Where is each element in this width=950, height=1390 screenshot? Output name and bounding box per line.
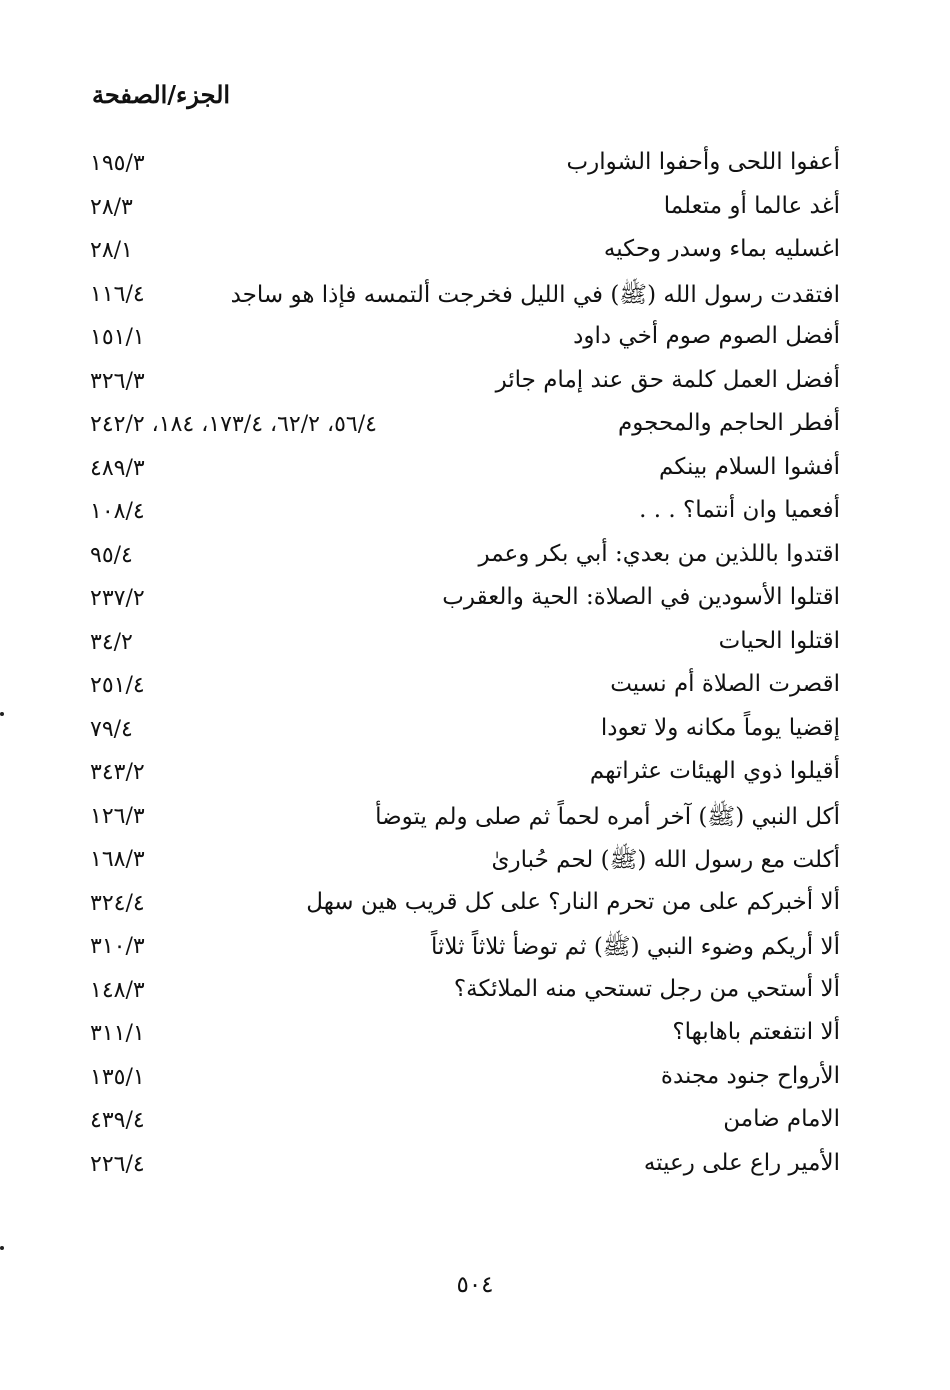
- volume-page-reference: ٥٦/٤، ٦٢/٢، ١٧٣/٤، ١٨٤، ٢٤٢/٢: [90, 412, 377, 437]
- index-entry: [90, 970, 840, 1014]
- hadith-text: ألا انتفعتم باهابها؟: [672, 1019, 840, 1045]
- volume-page-reference: ٧٩/٤: [90, 716, 133, 742]
- hadith-text: اقتلوا الحيات: [718, 627, 840, 654]
- index-entry: [90, 752, 840, 796]
- index-entry: [90, 274, 840, 318]
- volume-page-reference: ٣١١/١: [90, 1021, 145, 1046]
- hadith-text: اقصرت الصلاة أم نسيت: [610, 671, 840, 697]
- hadith-text: الأمير راع على رعيته: [643, 1149, 840, 1176]
- hadith-text: أفضل العمل كلمة حق عند إمام جائر: [495, 366, 840, 393]
- volume-page-reference: ١١٦/٤: [90, 281, 145, 307]
- volume-page-reference: ٣٤٣/٢: [90, 760, 145, 785]
- hadith-text: أعفوا اللحى وأحفوا الشوارب: [566, 149, 840, 175]
- margin-mark: [0, 712, 4, 716]
- volume-page-reference: ١٦٨/٣: [90, 847, 145, 872]
- volume-page-reference: ١٠٨/٤: [90, 499, 145, 524]
- index-entry: [90, 404, 840, 448]
- volume-page-reference: ١٩٥/٣: [90, 151, 145, 176]
- index-entry: [90, 317, 840, 361]
- volume-page-reference: ١٢٦/٣: [90, 803, 145, 829]
- volume-page-reference: ٢٨/٣: [90, 194, 133, 220]
- index-entry: [90, 491, 840, 535]
- volume-page-reference: ١٤٨/٣: [90, 977, 145, 1003]
- hadith-text: إقضيا يوماً مكانه ولا تعودا: [600, 714, 840, 741]
- hadith-text: أفشوا السلام بينكم: [659, 453, 840, 480]
- index-entry: [90, 535, 840, 579]
- volume-page-reference: ٢٣٧/٢: [90, 586, 145, 611]
- volume-page-reference: ٩٥/٤: [90, 542, 133, 568]
- index-entry: [90, 926, 840, 970]
- index-entry: [90, 1100, 840, 1144]
- hadith-text: أكل النبي (ﷺ) آخر أمره لحماً ثم صلى ولم يتوضأ: [375, 803, 840, 830]
- hadith-index-list: [90, 143, 840, 1187]
- index-entry: [90, 665, 840, 709]
- volume-page-reference: ٤٨٩/٣: [90, 455, 145, 481]
- index-entry: [90, 1057, 840, 1101]
- index-entry: [90, 1144, 840, 1188]
- hadith-text: اقتدوا باللذين من بعدي: أبي بكر وعمر: [478, 540, 840, 567]
- hadith-text: ألا أستحي من رجل تستحي منه الملائكة؟: [453, 975, 840, 1002]
- index-entry: [90, 187, 840, 231]
- hadith-text: أقيلوا ذوي الهيئات عثراتهم: [589, 758, 840, 784]
- volume-page-reference: ٣١٠/٣: [90, 934, 145, 959]
- volume-page-reference: ٤٣٩/٤: [90, 1108, 145, 1133]
- hadith-text: ألا أخبركم على من تحرم النار؟ على كل قريب هين سهل: [306, 888, 840, 915]
- hadith-text: اغسليه بماء وسدر وحكيه: [603, 236, 840, 262]
- hadith-text: أفضل الصوم صوم أخي داود: [573, 323, 840, 349]
- volume-page-reference: ١٣٥/١: [90, 1064, 145, 1090]
- hadith-text: الامام ضامن: [723, 1106, 840, 1132]
- volume-page-reference: ٢٥١/٤: [90, 673, 145, 698]
- hadith-text: ألا أريكم وضوء النبي (ﷺ) ثم توضأ ثلاثاً ثلاثاً: [430, 934, 840, 960]
- index-entry: [90, 578, 840, 622]
- index-entry: [90, 1013, 840, 1057]
- volume-page-reference: ٣٢٤/٤: [90, 890, 145, 916]
- hadith-text: أفطر الحاجم والمحجوم: [618, 410, 840, 436]
- index-entry: [90, 361, 840, 405]
- index-entry: [90, 839, 840, 883]
- index-entry: [90, 143, 840, 187]
- hadith-text: اقتلوا الأسودين في الصلاة: الحية والعقرب: [442, 584, 840, 610]
- column-header: الجزء/الصفحة: [92, 80, 231, 109]
- hadith-text: افتقدت رسول الله (ﷺ) في الليل فخرجت ألتمسه فإذا هو ساجد: [230, 281, 840, 308]
- volume-page-reference: ٣٢٦/٣: [90, 368, 145, 394]
- volume-page-reference: ٣٤/٢: [90, 629, 133, 655]
- index-entry: [90, 622, 840, 666]
- volume-page-reference: ٢٢٦/٤: [90, 1151, 145, 1177]
- hadith-text: أغد عالما أو متعلما: [663, 192, 840, 219]
- margin-mark: [0, 1246, 4, 1250]
- hadith-text: أفعميا وان أنتما؟ . . .: [639, 497, 840, 523]
- index-entry: [90, 448, 840, 492]
- page-number: ٥٠٤: [456, 1272, 494, 1298]
- hadith-text: الأرواح جنود مجندة: [660, 1062, 840, 1089]
- index-entry: [90, 796, 840, 840]
- index-entry: [90, 709, 840, 753]
- hadith-text: أكلت مع رسول الله (ﷺ) لحم حُبارىٰ: [491, 847, 840, 873]
- volume-page-reference: ١٥١/١: [90, 325, 145, 350]
- index-entry: [90, 230, 840, 274]
- volume-page-reference: ٢٨/١: [90, 238, 133, 263]
- index-entry: [90, 883, 840, 927]
